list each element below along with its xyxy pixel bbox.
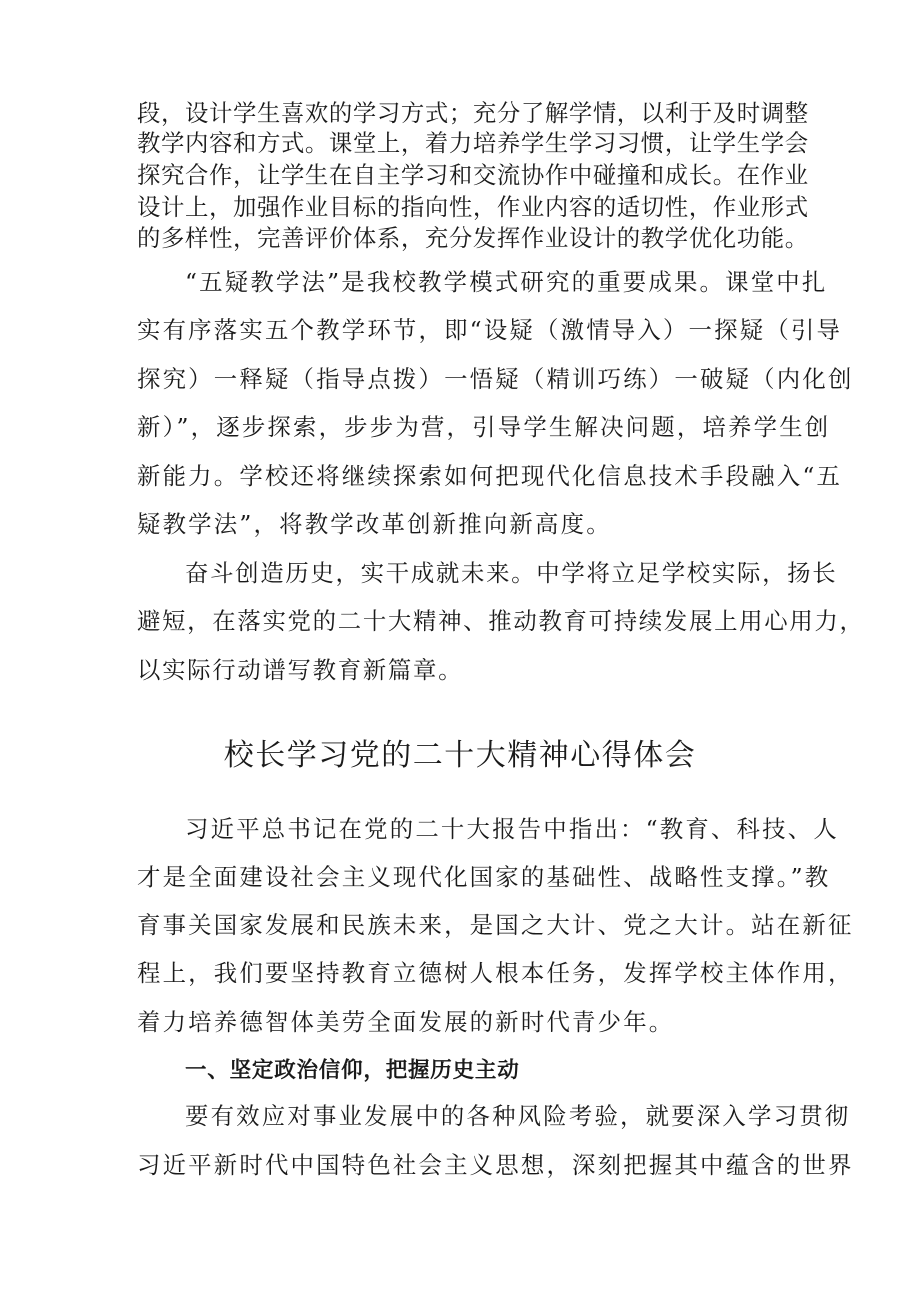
text-line: 习近平新时代中国特色社会主义思想，深刻把握其中蕴含的世界	[137, 1151, 854, 1179]
text-line: “五疑教学法”是我校教学模式研究的重要成果。课堂中扎	[185, 268, 828, 296]
text-line: 着力培养德智体美劳全面发展的新时代青少年。	[137, 1008, 675, 1036]
text-line: 探究）一释疑（指导点拨）一悟疑（精训巧练）一破疑（内化创	[137, 365, 854, 393]
text-line: 实有序落实五个教学环节，即“设疑（激情导入）一探疑（引导	[137, 316, 843, 344]
text-line: 探究合作，让学生在自主学习和交流协作中碰撞和成长。在作业	[137, 161, 809, 189]
text-line: 段，设计学生喜欢的学习方式；充分了解学情，以利于及时调整	[137, 99, 809, 127]
text-line: 新能力。学校还将继续探索如何把现代化信息技术手段融入“五	[137, 462, 843, 490]
text-line: 要有效应对事业发展中的各种风险考验，就要深入学习贯彻	[185, 1102, 851, 1130]
section-heading: 一、坚定政治信仰，把握历史主动	[185, 1058, 520, 1083]
text-line: 育事关国家发展和民族未来，是国之大计、党之大计。站在新征	[137, 911, 854, 939]
text-line: 程上，我们要坚持教育立德树人根本任务，发挥学校主体作用，	[137, 959, 854, 987]
text-line: 以实际行动谱写教育新篇章。	[137, 656, 464, 684]
text-line: 教学内容和方式。课堂上，着力培养学生学习习惯，让学生学会	[137, 129, 809, 157]
text-line: 避短，在落实党的二十大精神、推动教育可持续发展上用心用力，	[137, 607, 865, 635]
text-line: 习近平总书记在党的二十大报告中指出：“教育、科技、人	[185, 815, 839, 843]
article-title: 校长学习党的二十大精神心得体会	[223, 738, 697, 773]
text-line: 设计上，加强作业目标的指向性，作业内容的适切性，作业形式	[137, 193, 809, 221]
text-line: 的多样性，完善评价体系，充分发挥作业设计的教学优化功能。	[137, 224, 809, 252]
text-line: 奋斗创造历史，实干成就未来。中学将立足学校实际，扬长	[185, 559, 838, 587]
text-line: 新）”，逐步探索，步步为营，引导学生解决问题，培养学生创	[137, 413, 831, 441]
text-line: 疑教学法”，将教学改革创新推向新高度。	[137, 510, 612, 538]
text-line: 才是全面建设社会主义现代化国家的基础性、战略性支撑。”教	[137, 863, 831, 891]
